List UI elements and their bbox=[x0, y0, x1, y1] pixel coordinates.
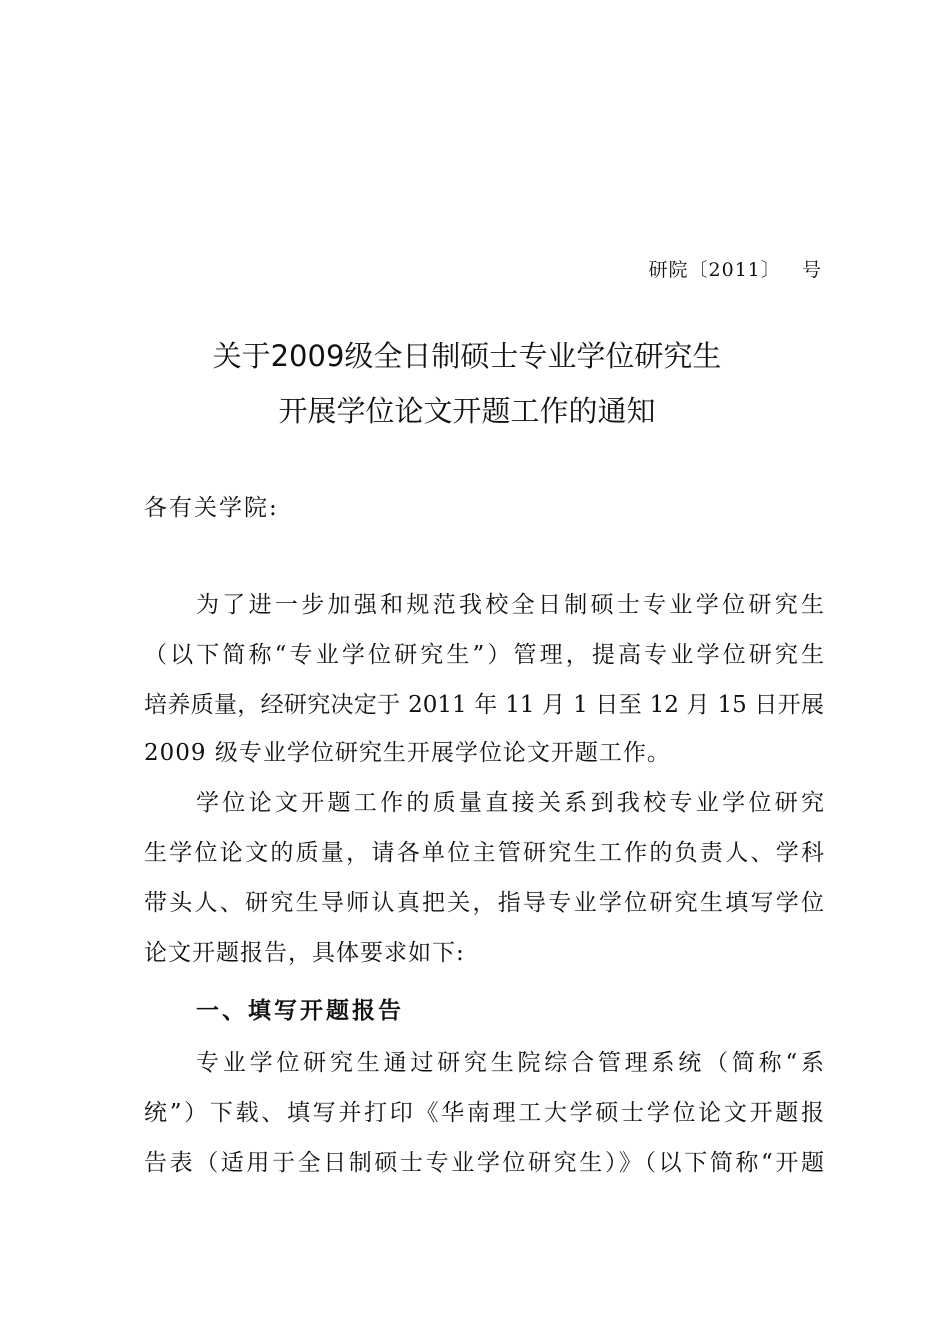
paragraph-2-line-3: 带头人、研究生导师认真把关，指导专业学位研究生填写学位 bbox=[144, 890, 824, 916]
paragraph-1-line-4: 2009 级专业学位研究生开展学位论文开题工作。 bbox=[144, 740, 671, 766]
paragraph-1-line-1: 为了进一步加强和规范我校全日制硕士专业学位研究生 bbox=[196, 592, 824, 618]
paragraph-2-line-4: 论文开题报告，具体要求如下: bbox=[144, 940, 465, 966]
section-1-heading: 一、填写开题报告 bbox=[196, 998, 404, 1024]
paragraph-2-line-2: 生学位论文的质量，请各单位主管研究生工作的负责人、学科 bbox=[144, 840, 824, 866]
document-title-line-1: 关于2009级全日制硕士专业学位研究生 bbox=[212, 339, 722, 373]
paragraph-1-line-2: （以下简称“专业学位研究生”）管理，提高专业学位研究生 bbox=[144, 642, 824, 668]
paragraph-1-line-3: 培养质量，经研究决定于 2011 年 11 月 1 日至 12 月 15 日开展 bbox=[144, 692, 824, 718]
paragraph-3-line-3: 告表（适用于全日制硕士专业学位研究生）》（以下简称“开题 bbox=[144, 1150, 824, 1176]
document-title-line-2: 开展学位论文开题工作的通知 bbox=[278, 394, 656, 428]
salutation: 各有关学院: bbox=[144, 495, 279, 521]
paragraph-3-line-2: 统”）下载、填写并打印《华南理工大学硕士学位论文开题报 bbox=[144, 1100, 824, 1126]
document-number: 研院〔2011〕 号 bbox=[648, 259, 822, 281]
paragraph-2-line-1: 学位论文开题工作的质量直接关系到我校专业学位研究 bbox=[196, 790, 824, 816]
paragraph-3-line-1: 专业学位研究生通过研究生院综合管理系统（简称“系 bbox=[196, 1050, 824, 1076]
